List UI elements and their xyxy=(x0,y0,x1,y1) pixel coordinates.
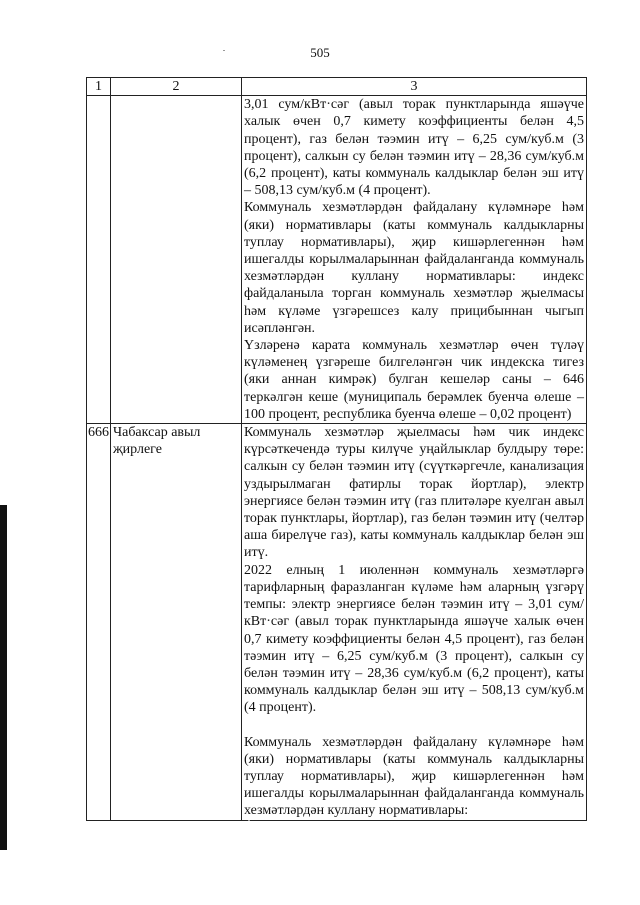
paragraph: Коммуналь хезмәтләр җыелмасы һәм чик индекс күрсәткечендә туры килүче уңайлыклар булдыру төре: салкын су белән тәэмин итү (сүүткәргечле, канализация уздырылмаган фатирлы торак йортлар), электр энергиясе белән тәэмин итү (газ плитәләре куелган авыл торак пунктлары, йортлар), газ белән тәэмин итү (челтәр аша бирелүче газ), каты коммуналь калдыклар белән эш итү. xyxy=(244,425,584,561)
document-table xyxy=(86,77,587,821)
row-number: 666 xyxy=(87,424,111,820)
paragraph: Коммуналь хезмәтләрдән файдалану күләмнәре һәм (яки) нормативлары (каты коммуналь калдыкларны туплау нормативлары), җир кишәрлегеннән һәм ишегалды корылмаларыннан файдаланганда коммуналь хезмәтләрдән куллану нормативлары: xyxy=(244,734,584,819)
settlement-name: Чабаксар авыл җирлеге xyxy=(111,424,242,820)
table-row xyxy=(87,96,587,424)
table-header-row xyxy=(87,78,587,96)
scan-speck xyxy=(223,50,225,51)
page-number: 505 xyxy=(310,45,330,60)
row-description xyxy=(242,424,587,820)
paragraph: 3,01 сум/кВт·сәг (авыл торак пунктларында яшәүче халык өчен 0,7 кимету коэффициенты белән 4,5 процент), газ белән тәэмин итү – 6,25 сум/куб.м (3 процент), салкын су белән тәэмин итү – 28,36 сум/куб.м (6,2 процент), каты коммуналь калдыклар белән эш итү – 508,13 сум/куб.м (4 процент). xyxy=(244,97,584,199)
table-row xyxy=(87,424,587,820)
paragraph: Үзләренә карата коммуналь хезмәтләр өчен түләү күләменең үзгәреше билгеләнгән чик индекска тигез (яки аннан кимрәк) булган кешеләр саны – 646 теркәлгән кеше (муниципаль берәмлек буенча өлеше – 100 процент, республика буенча өлеше – 0,02 процент) xyxy=(244,338,584,422)
row-number xyxy=(87,96,111,424)
paragraph: 2022 елның 1 июленнән коммуналь хезмәтләргә тарифларның фаразланган күләме һәм аларның үзгәрү темпы: электр энергиясе белән тәэмин итү – 3,01 сум/кВт·сәг (авыл торак пунктларында яшәүче халык өчен 0,7 кимету коэффициенты белән 4,5 процент), газ белән тәэмин итү – 6,25 сум/куб.м (3 процент), салкын су белән тәэмин итү – 28,36 сум/куб.м (6,2 процент), каты коммуналь калдыклар белән эш итү – 508,13 сум/куб.м (4 процент). xyxy=(244,562,584,716)
column-header-3: 3 xyxy=(242,78,587,96)
paragraph: Коммуналь хезмәтләрдән файдалану күләмнәре һәм (яки) нормативлары (каты коммуналь калдыкларны туплау нормативлары), җир кишәрлегеннән һәм ишегалды корылмаларыннан файдаланганда коммуналь хезмәтләрдән куллану нормативлары: индекс файдаланыла торган коммуналь хезмәтләр җыелмасы һәм күләме үзгәрешсез калу прицибыннан чыгып исәпләнгән. xyxy=(244,200,584,336)
row-description xyxy=(242,96,587,424)
scan-speck xyxy=(248,820,250,821)
settlement-name xyxy=(111,96,242,424)
column-header-2: 2 xyxy=(111,78,242,96)
scan-edge-bar xyxy=(0,505,7,850)
column-header-1: 1 xyxy=(87,78,111,96)
